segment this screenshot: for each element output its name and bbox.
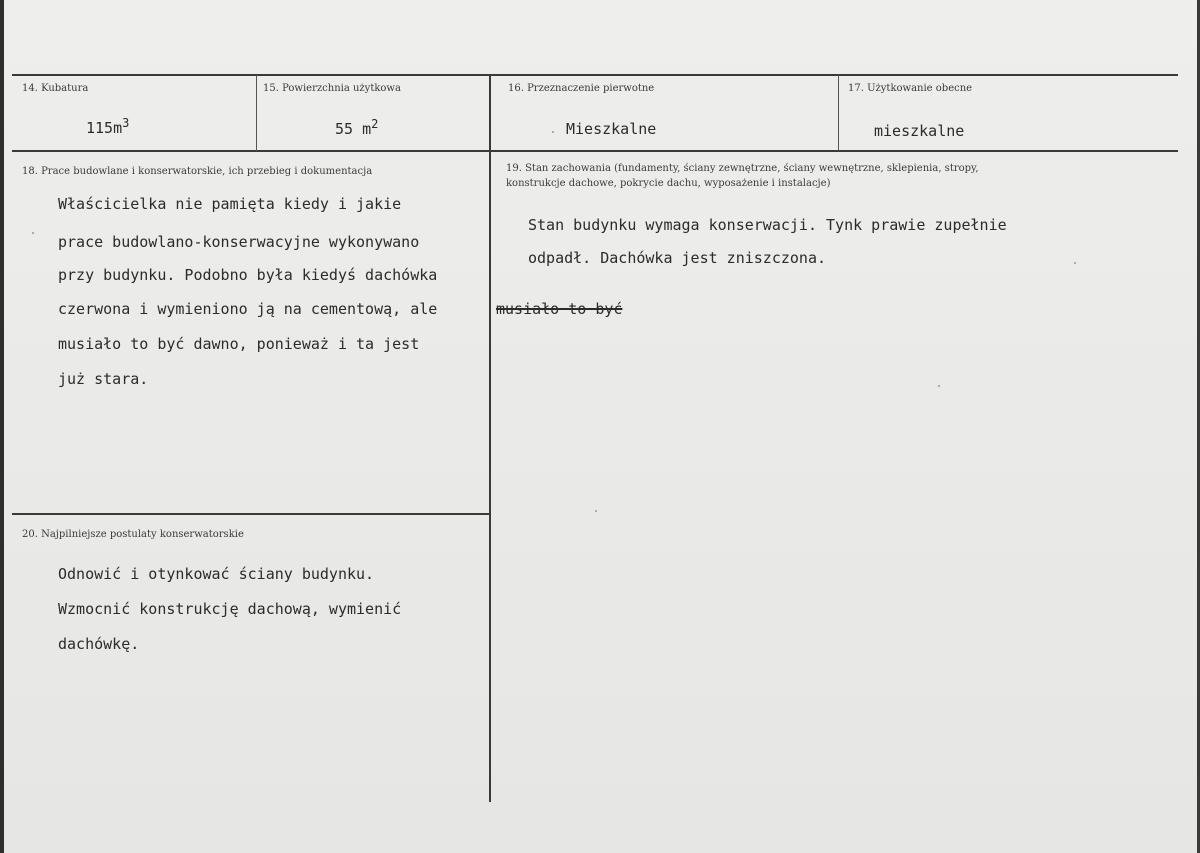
field-14-label: 14. Kubatura bbox=[22, 83, 89, 94]
top-rule bbox=[12, 74, 1178, 76]
field-15-label: 15. Powierzchnia użytkowa bbox=[263, 83, 401, 94]
field-18-label: 18. Prace budowlane i konserwatorskie, ich przebieg i dokumentacja bbox=[22, 166, 373, 177]
field-18-line: przy budynku. Podobno była kiedyś dachówka bbox=[58, 266, 438, 284]
main-divider bbox=[489, 75, 491, 802]
field-19-label-line1: 19. Stan zachowania (fundamenty, ściany zewnętrzne, ściany wewnętrzne, sklepienia, stropy, bbox=[506, 163, 979, 174]
field-18-line: Właścicielka nie pamięta kiedy i jakie bbox=[58, 195, 402, 213]
field-19-line: Stan budynku wymaga konserwacji. Tynk prawie zupełnie bbox=[528, 216, 1007, 234]
paper-speck bbox=[1074, 262, 1076, 264]
field-19-line: odpadł. Dachówka jest zniszczona. bbox=[528, 249, 827, 267]
field-15-exponent: 2 bbox=[371, 117, 379, 131]
field-16-label: 16. Przeznaczenie pierwotne bbox=[508, 83, 655, 94]
field-19-struck-text: musiało to być bbox=[496, 300, 623, 318]
field-18-line: już stara. bbox=[58, 370, 149, 388]
field-18-line: prace budowlano-konserwacyjne wykonywano bbox=[58, 233, 420, 251]
field18-bottom-rule bbox=[12, 513, 490, 515]
field-17-label: 17. Użytkowanie obecne bbox=[848, 83, 973, 94]
field-15-number: 55 m bbox=[335, 120, 372, 138]
field-15-value bbox=[335, 117, 378, 138]
field-14-number: 115m bbox=[86, 119, 123, 137]
field-16-value: Mieszkalne bbox=[566, 120, 657, 138]
field-14-exponent: 3 bbox=[122, 116, 130, 130]
field-20-line: Wzmocnić konstrukcję dachową, wymienić bbox=[58, 600, 402, 618]
field-20-line: Odnowić i otynkować ściany budynku. bbox=[58, 565, 375, 583]
card-left-edge bbox=[0, 0, 4, 853]
field-17-value: mieszkalne bbox=[874, 122, 965, 140]
field-18-line: czerwona i wymieniono ją na cementową, ale bbox=[58, 300, 438, 318]
paper-speck bbox=[552, 131, 554, 133]
field-20-line: dachówkę. bbox=[58, 635, 140, 653]
divider-14-15 bbox=[256, 75, 257, 151]
row1-bottom-rule bbox=[12, 150, 1178, 152]
field-14-value bbox=[86, 116, 129, 137]
field-20-label: 20. Najpilniejsze postulaty konserwatorskie bbox=[22, 529, 244, 540]
divider-16-17 bbox=[838, 75, 839, 151]
paper-speck bbox=[32, 232, 34, 234]
field-18-line: musiało to być dawno, ponieważ i ta jest bbox=[58, 335, 420, 353]
paper-speck bbox=[938, 385, 940, 387]
field-19-label-line2: konstrukcje dachowe, pokrycie dachu, wyposażenie i instalacje) bbox=[506, 178, 831, 189]
paper-speck bbox=[595, 510, 597, 512]
